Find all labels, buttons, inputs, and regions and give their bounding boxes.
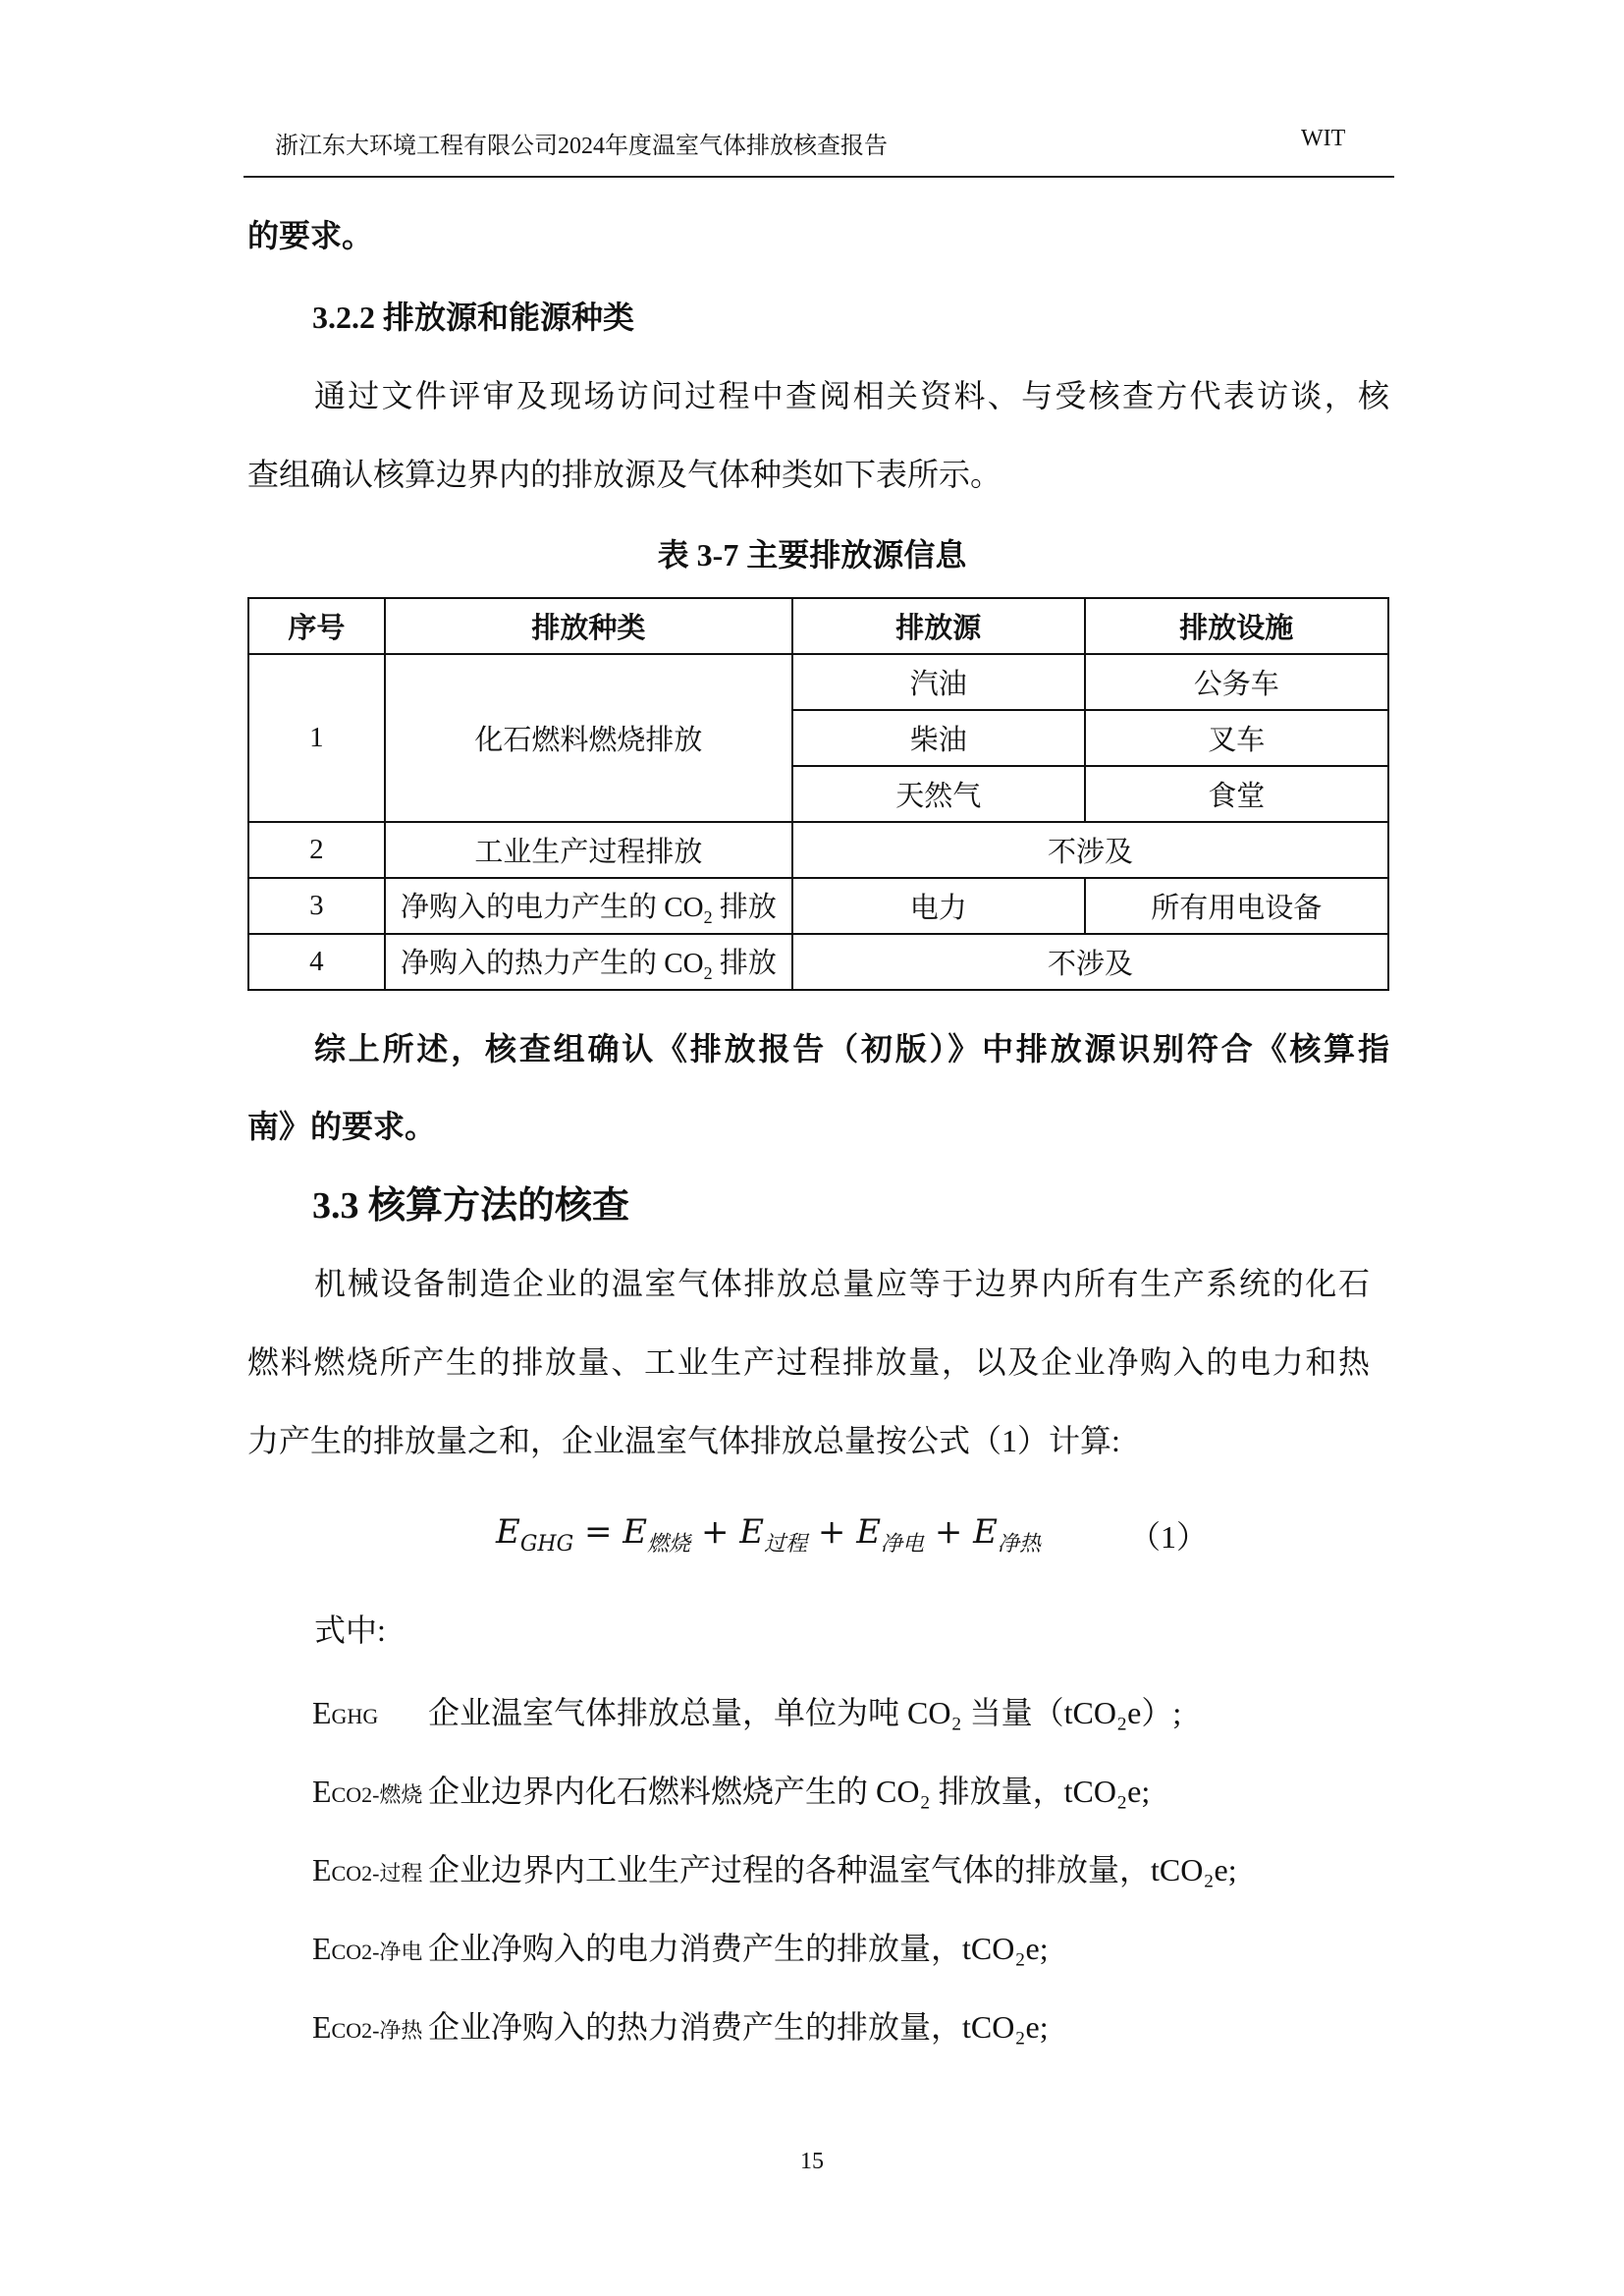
cell-type xyxy=(385,878,792,934)
formula-subscript: 净电 xyxy=(881,1531,925,1557)
def-symbol: E xyxy=(312,1931,332,1966)
def-subscript: GHG xyxy=(331,1704,379,1728)
co-subscript: 2 xyxy=(703,906,713,927)
header-rule xyxy=(244,176,1394,178)
header-no: 序号 xyxy=(248,598,385,654)
cell-source: 汽油 xyxy=(792,654,1084,710)
equation-number: （1） xyxy=(1129,1519,1209,1555)
def-symbol: E xyxy=(312,1852,332,1887)
formula-subscript: 燃烧 xyxy=(647,1531,691,1557)
def-subscript: CO2-净热 xyxy=(331,2018,423,2043)
definition-item xyxy=(312,1845,1237,1890)
type-text: 净购入的热力产生的 xyxy=(401,947,658,979)
cell-type xyxy=(385,934,792,990)
paragraph-line: 通过文件评审及现场访问过程中查阅相关资料、与受核查方代表访谈，核 xyxy=(314,378,1389,413)
def-text: 企业净购入的热力消费产生的排放量，tCO₂e; xyxy=(428,2009,1049,2045)
header-facility: 排放设施 xyxy=(1085,598,1388,654)
table-row xyxy=(248,654,1388,710)
cell-source: 天然气 xyxy=(792,766,1084,822)
cell-type: 化石燃料燃烧排放 xyxy=(385,654,792,822)
cell-no: 2 xyxy=(248,822,385,878)
type-suffix: 排放 xyxy=(712,891,777,923)
table-caption: 表 3-7 主要排放源信息 xyxy=(657,537,967,573)
formula-subscript: GHG xyxy=(519,1531,574,1557)
header-source: 排放源 xyxy=(792,598,1084,654)
page-number: 15 xyxy=(800,2149,824,2174)
cell-facility: 叉车 xyxy=(1085,710,1388,766)
formula-symbol: E xyxy=(739,1512,765,1552)
cell-source: 柴油 xyxy=(792,710,1084,766)
section-heading-3-2-2: 3.2.2 排放源和能源种类 xyxy=(312,300,635,335)
emission-sources-table xyxy=(247,597,1389,991)
cell-not-applicable: 不涉及 xyxy=(792,934,1388,990)
definition-item xyxy=(312,2002,1049,2048)
formula-symbol: E xyxy=(856,1512,882,1552)
summary-line: 南》的要求。 xyxy=(247,1109,437,1144)
paragraph-line: 查组确认核算边界内的排放源及气体种类如下表所示。 xyxy=(247,457,1002,492)
co-text: CO xyxy=(664,891,704,923)
paragraph-line: 力产生的排放量之和，企业温室气体排放总量按公式（1）计算: xyxy=(247,1423,1120,1458)
definition-item xyxy=(312,1767,1150,1812)
definition-item xyxy=(312,1924,1049,1969)
formula-symbol: E xyxy=(973,1512,998,1552)
definition-item xyxy=(312,1688,1181,1733)
formula-symbol: E xyxy=(496,1512,520,1552)
def-subscript: CO2-过程 xyxy=(331,1861,423,1886)
def-text: 企业边界内化石燃料燃烧产生的 CO₂ 排放量，tCO₂e; xyxy=(428,1774,1151,1809)
table-row xyxy=(248,822,1388,878)
def-symbol: E xyxy=(312,2009,332,2045)
summary-line: 综上所述，核查组确认《排放报告（初版）》中排放源识别符合《核算指 xyxy=(314,1031,1389,1066)
paragraph-line: 机械设备制造企业的温室气体排放总量应等于边界内所有生产系统的化石 xyxy=(314,1266,1370,1301)
co-subscript: 2 xyxy=(703,962,713,983)
def-text: 企业温室气体排放总量，单位为吨 CO₂ 当量（tCO₂e）; xyxy=(428,1695,1182,1730)
where-label: 式中: xyxy=(314,1613,386,1648)
type-suffix: 排放 xyxy=(712,947,777,979)
cell-facility: 所有用电设备 xyxy=(1085,878,1388,934)
cell-source: 电力 xyxy=(792,878,1084,934)
formula-subscript: 过程 xyxy=(764,1531,808,1557)
formula-subscript: 净热 xyxy=(997,1531,1041,1557)
cell-no: 4 xyxy=(248,934,385,990)
paragraph-line: 燃料燃烧所产生的排放量、工业生产过程排放量，以及企业净购入的电力和热 xyxy=(247,1344,1370,1380)
table-row xyxy=(248,878,1388,934)
def-subscript: CO2-燃烧 xyxy=(331,1782,423,1807)
intro-tail: 的要求。 xyxy=(247,218,374,253)
def-symbol: E xyxy=(312,1695,332,1730)
header-type: 排放种类 xyxy=(385,598,792,654)
cell-no: 3 xyxy=(248,878,385,934)
def-symbol: E xyxy=(312,1774,332,1809)
header-right: WIT xyxy=(1301,126,1346,151)
cell-type: 工业生产过程排放 xyxy=(385,822,792,878)
cell-facility: 食堂 xyxy=(1085,766,1388,822)
formula-symbol: E xyxy=(623,1512,648,1552)
cell-facility: 公务车 xyxy=(1085,654,1388,710)
table-row xyxy=(248,934,1388,990)
co-text: CO xyxy=(664,947,704,979)
cell-not-applicable: 不涉及 xyxy=(792,822,1388,878)
def-text: 企业净购入的电力消费产生的排放量，tCO₂e; xyxy=(428,1931,1049,1966)
type-text: 净购入的电力产生的 xyxy=(401,891,658,923)
formula-1: $E_{GHG} = E_{燃烧} + E_{过程} + E_{净电} + E_{净热}$ xyxy=(496,1512,1041,1557)
table-header-row xyxy=(248,598,1388,654)
def-subscript: CO2-净电 xyxy=(331,1940,423,1964)
cell-no: 1 xyxy=(248,654,385,822)
section-heading-3-3: 3.3 核算方法的核查 xyxy=(312,1185,630,1227)
header-title: 浙江东大环境工程有限公司2024年度温室气体排放核查报告 xyxy=(275,134,888,159)
def-text: 企业边界内工业生产过程的各种温室气体的排放量，tCO₂e; xyxy=(428,1852,1237,1887)
